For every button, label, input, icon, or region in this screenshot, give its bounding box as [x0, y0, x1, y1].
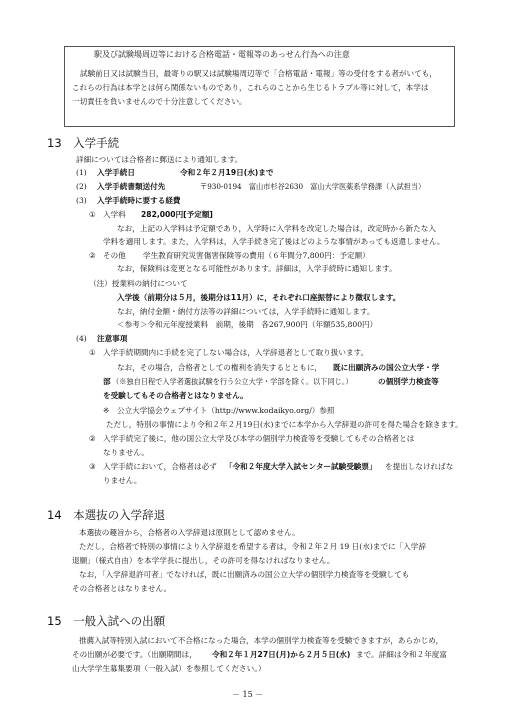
s14-line2: ただし，合格者で特別の事情により入学辞退を希望する者は，令和２年２月 19 日(水)までに「入学辞 — [79, 542, 426, 551]
s13-item1-label: 入学手続日 — [97, 168, 135, 177]
s13-item2-value: 〒930-0194 富山市杉谷2630 富山大学医薬系学務課（入試担当） — [200, 182, 426, 191]
s13-item3-label: 入学手続時に要する経費 — [97, 196, 181, 205]
s14-line1: 本選抜の趣旨から，合格者の入学辞退は原則として認めません。 — [79, 528, 300, 537]
s13-item3a-label: 入学料 — [103, 210, 126, 219]
s13-item3b-note1: なお，保険料は変更となる可能性があります。詳細は，入学手続時に通知します。 — [117, 264, 397, 273]
s13-item4a-line2a: なお，その場合，合格者としての権利を消失するとともに， — [117, 363, 323, 372]
s15-line2a: その出願が必要です。（出願期間は， — [72, 650, 197, 659]
s13-item4a-line3a: 部 — [103, 377, 111, 386]
s13-item4a-line4: を受験してもその合格者とはなりません。 — [103, 391, 248, 400]
section-13-heading: 13 入学手続 — [47, 136, 120, 150]
s13-tuition-label: （注）授業料の納付について — [89, 279, 188, 288]
s13-item3a-value: 282,000円[予定額] — [141, 210, 213, 219]
s13-item3b-num: ② — [89, 251, 96, 260]
s13-item4b-num: ② — [89, 434, 96, 443]
s13-item4b-line1: 入学手続完了後に，他の国公立大学及び本学の個別学力検査等を受験してもその合格者とは — [103, 434, 415, 443]
s13-item2-num: (2) — [76, 182, 87, 191]
s13-item4c-line1c: を提出しなければな — [385, 462, 454, 471]
s15-line2c: まで。詳細は令和２年度富 — [356, 650, 447, 659]
s13-item4c-line1b: 「令和２年度大学入試センター試験受験票」 — [225, 462, 377, 471]
page-number: － 15 － — [232, 690, 264, 699]
notice-title: 駅及び試験場周辺等における合格電話・電報等のあっせん行為への注意 — [94, 50, 350, 59]
s13-ref-mark: ※ — [103, 406, 110, 415]
s13-item4c-line2: りません。 — [103, 476, 142, 485]
s13-item4-label: 注意事項 — [97, 334, 128, 343]
s15-line2b: 令和２年１月27日(月)から２月５日(水) — [212, 650, 351, 659]
s14-line4: なお，「入学辞退許可者」でなければ，既に出願済みの国公立大学の個別学力検査等を受験しても — [79, 570, 410, 579]
s13-item4a-line1: 入学手続期間内に手続を完了しない場合は，入学辞退者として取り扱います。 — [103, 348, 369, 357]
s13-tuition-note1: なお，納付金額・納付方法等の詳細については，入学手続時に通知します。 — [117, 307, 375, 316]
s13-item3-num: (3) — [76, 196, 87, 205]
s13-tuition-note2: ＜参考＞令和元年度授業料 前期，後期 各267,900円（年額535,800円） — [117, 320, 378, 329]
notice-line-2: これらの行為は本学とは何ら関係ないものであり，これらのことから生じるトラブル等に対して，本学は — [72, 83, 429, 92]
s13-item3b-label: その他 — [103, 251, 126, 260]
s13-item4a-num: ① — [89, 348, 96, 357]
s13-item2-label: 入学手続書類送付先 — [97, 182, 166, 191]
section-14-heading: 14 本選抜の入学辞退 — [47, 508, 166, 522]
s13-item3a-note1: なお，上記の入学料は予定額であり，入学時に入学料を改定した場合は，改定時から新たな入 — [117, 224, 436, 233]
s13-ref-text: 公立大学協会ウェブサイト（http://www.kodaikyo.org/）参照 — [117, 406, 335, 415]
s13-item4a-line2b: 既に出願済みの国公立大学・学 — [333, 363, 440, 372]
s13-item4a-line3b: （※独自日程で入学者選抜試験を行う公立大学・学部を除く。以下同じ。） — [112, 377, 353, 386]
notice-line-1: 試験前日又は試験当日，最寄りの駅又は試験場周辺等で「合格電話・電報」等の受付をする者がいても， — [80, 69, 437, 78]
s13-tuition-text: 入学後（前期分は５月，後期分は11月）に，それぞれ口座振替により徴収します。 — [117, 293, 401, 302]
s13-item3b-value: 学生教育研究災害傷害保険等の費用（６年間分7,800円：予定額） — [143, 251, 370, 260]
s13-item1-num: (1) — [76, 168, 87, 177]
s13-item4a-line3c: の個別学力検査等 — [378, 377, 439, 386]
s15-line3: 山大学学生募集要項（一般入試）を参照してください。） — [72, 664, 266, 673]
s13-item4c-num: ③ — [89, 462, 96, 471]
section-15-heading: 15 一般入試への出願 — [47, 614, 166, 628]
s14-line5: その合格者とはなりません。 — [72, 584, 172, 593]
s13-item4c-line1a: 入学手続において，合格者は必ず — [103, 462, 217, 471]
s13-item4b-line2: なりません。 — [103, 448, 150, 457]
s13-item3a-num: ① — [89, 210, 96, 219]
s13-intro: 詳細については合格者に郵送により通知します。 — [76, 155, 243, 164]
s13-item4a-line5: ただし，特別の事情により令和２年２月19日(水)までに本学から入学辞退の許可を得た場合を除きます。 — [106, 420, 463, 429]
notice-line-3: 一切責任を負いませんので十分注意してください。 — [72, 97, 247, 106]
s13-item4-num: (4) — [76, 334, 87, 343]
s14-line3: 退願」（様式自由）を本学学長に提出し，その許可を得なければなりません。 — [72, 556, 335, 565]
s15-line1: 推薦入試等特別入試において不合格になった場合，本学の個別学力検査等を受験できますが，あらかじめ， — [79, 636, 444, 645]
s13-item1-value: 令和２年２月19日(水)まで — [180, 168, 274, 177]
s13-item3a-note2: 学料を適用します。また，入学料は，入学手続き完了後はどのような事情があっても返還しません。 — [103, 237, 445, 246]
